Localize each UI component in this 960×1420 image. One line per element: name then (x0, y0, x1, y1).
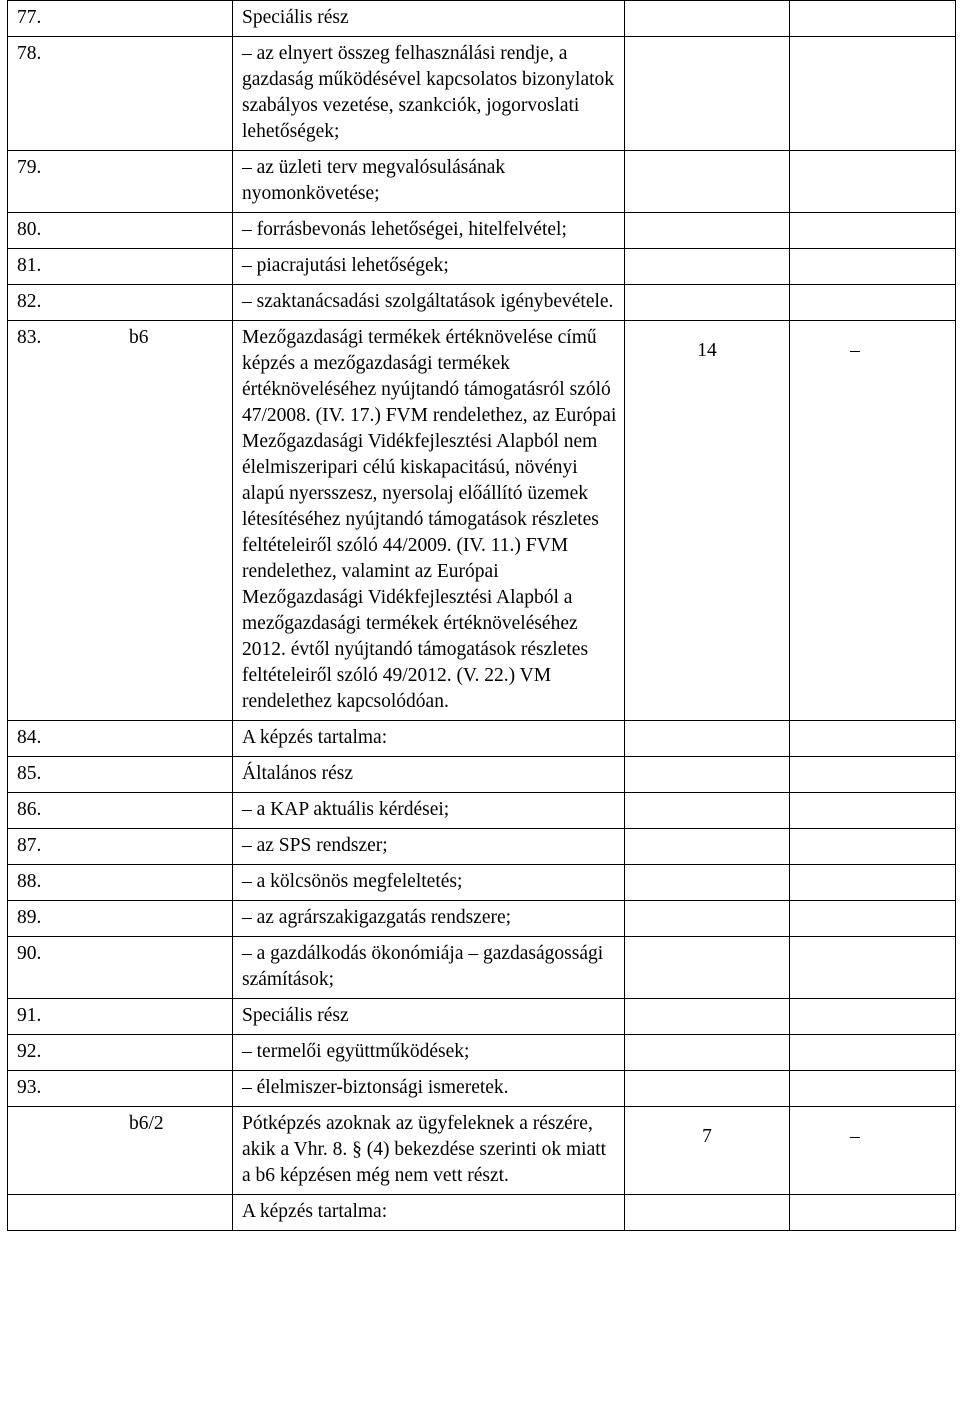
row-number-cell (8, 321, 233, 721)
hours-cell (625, 721, 790, 757)
row-number: 80. (17, 219, 42, 240)
hours-cell (625, 1035, 790, 1071)
extra-cell (790, 865, 956, 901)
row-number-cell (8, 829, 233, 865)
hours-cell (625, 793, 790, 829)
table-row (8, 1071, 956, 1107)
row-number: 86. (17, 799, 42, 820)
course-code: b6 (129, 327, 149, 348)
description-cell: – az agrárszakigazgatás rendszere; (233, 901, 625, 937)
extra-cell (790, 151, 956, 213)
table-row (8, 213, 956, 249)
description-cell: Speciális rész (233, 1, 625, 37)
row-number: 83. (17, 327, 42, 348)
table-row (8, 151, 956, 213)
description-cell: Mezőgazdasági termékek értéknövelése című képzés a mezőgazdasági termékek értéknöveléséhez nyújtandó támogatásról szóló 47/2008. (IV. 17.) FVM rendelethez, az Európai Mezőgazdasági Vidékfejlesztési Alapból nem élelmiszeripari célú kiskapacitású, növényi alapú nyersszesz, nyersolaj előállító üzemek létesítéséhez nyújtandó támogatások részletes feltételeiről szóló 44/2009. (IV. 11.) FVM rendelethez, valamint az Európai Mezőgazdasági Vidékfejlesztési Alapból a mezőgazdasági termékek értéknöveléséhez 2012. évtől nyújtandó támogatások részletes feltételeiről szóló 49/2012. (V. 22.) VM rendelethez kapcsolódóan. (233, 321, 625, 721)
table-row (8, 865, 956, 901)
row-number: 91. (17, 1005, 42, 1026)
row-number-cell (8, 1195, 233, 1231)
extra-cell (790, 249, 956, 285)
extra-cell (790, 1071, 956, 1107)
description-cell: – a KAP aktuális kérdései; (233, 793, 625, 829)
description-cell: Speciális rész (233, 999, 625, 1035)
extra-cell (790, 285, 956, 321)
row-number: 82. (17, 291, 42, 312)
row-number: 88. (17, 871, 42, 892)
table-row (8, 1035, 956, 1071)
description-cell: – forrásbevonás lehetőségei, hitelfelvétel; (233, 213, 625, 249)
table-row (8, 721, 956, 757)
row-number-cell (8, 1107, 233, 1195)
row-number-cell (8, 721, 233, 757)
description-cell: – a kölcsönös megfeleltetés; (233, 865, 625, 901)
description-cell: – az üzleti terv megvalósulásának nyomonkövetése; (233, 151, 625, 213)
hours-cell (625, 249, 790, 285)
row-number-cell (8, 285, 233, 321)
description-cell: – az elnyert összeg felhasználási rendje, a gazdaság működésével kapcsolatos bizonylatok szabályos vezetése, szankciók, jogorvoslati lehetőségek; (233, 37, 625, 151)
extra-cell (790, 1035, 956, 1071)
hours-cell (625, 937, 790, 999)
hours-cell (625, 213, 790, 249)
hours-cell (625, 999, 790, 1035)
description-cell: – a gazdálkodás ökonómiája – gazdaságossági számítások; (233, 937, 625, 999)
hours-cell: 7 (625, 1107, 790, 1195)
row-number: 89. (17, 907, 42, 928)
table-row (8, 1107, 956, 1195)
extra-cell (790, 901, 956, 937)
table-row (8, 321, 956, 721)
extra-cell (790, 1195, 956, 1231)
hours-cell (625, 865, 790, 901)
row-number: 79. (17, 157, 42, 178)
hours-cell: 14 (625, 321, 790, 721)
row-number-cell (8, 757, 233, 793)
hours-cell (625, 285, 790, 321)
row-number: 87. (17, 835, 42, 856)
hours-cell (625, 37, 790, 151)
row-number-cell (8, 865, 233, 901)
row-number: 85. (17, 763, 42, 784)
table-row (8, 937, 956, 999)
row-number-cell (8, 793, 233, 829)
table-row (8, 1195, 956, 1231)
extra-cell: – (790, 321, 956, 721)
row-number: 90. (17, 943, 42, 964)
description-cell: A képzés tartalma: (233, 721, 625, 757)
row-number-cell (8, 37, 233, 151)
extra-cell (790, 793, 956, 829)
extra-cell (790, 213, 956, 249)
row-number: 84. (17, 727, 42, 748)
document-table (7, 0, 956, 1231)
table-row (8, 1, 956, 37)
row-number-cell (8, 151, 233, 213)
row-number-cell (8, 999, 233, 1035)
extra-cell (790, 829, 956, 865)
table-row (8, 999, 956, 1035)
row-number-cell (8, 1071, 233, 1107)
hours-cell (625, 1195, 790, 1231)
hours-cell (625, 757, 790, 793)
extra-cell (790, 937, 956, 999)
description-cell: A képzés tartalma: (233, 1195, 625, 1231)
row-number: 78. (17, 43, 42, 64)
extra-cell (790, 757, 956, 793)
table-row (8, 901, 956, 937)
row-number-cell (8, 249, 233, 285)
extra-cell: – (790, 1107, 956, 1195)
hours-cell (625, 829, 790, 865)
row-number: 92. (17, 1041, 42, 1062)
row-number-cell (8, 1035, 233, 1071)
description-cell: – termelői együttműködések; (233, 1035, 625, 1071)
row-number-cell (8, 213, 233, 249)
hours-cell (625, 901, 790, 937)
description-cell: – az SPS rendszer; (233, 829, 625, 865)
description-cell: Pótképzés azoknak az ügyfeleknek a részére, akik a Vhr. 8. § (4) bekezdése szerinti ok miatt a b6 képzésen még nem vett részt. (233, 1107, 625, 1195)
table-row (8, 757, 956, 793)
row-number: 93. (17, 1077, 42, 1098)
table-row (8, 249, 956, 285)
description-cell: – élelmiszer-biztonsági ismeretek. (233, 1071, 625, 1107)
extra-cell (790, 721, 956, 757)
extra-cell (790, 999, 956, 1035)
row-number: 77. (17, 7, 42, 28)
table-row (8, 793, 956, 829)
row-number-cell (8, 1, 233, 37)
row-number: 81. (17, 255, 42, 276)
description-cell: Általános rész (233, 757, 625, 793)
hours-cell (625, 1, 790, 37)
hours-cell (625, 1071, 790, 1107)
table-row (8, 829, 956, 865)
table-row (8, 37, 956, 151)
row-number-cell (8, 901, 233, 937)
course-code: b6/2 (129, 1113, 164, 1134)
description-cell: – piacrajutási lehetőségek; (233, 249, 625, 285)
description-cell: – szaktanácsadási szolgáltatások igénybevétele. (233, 285, 625, 321)
table-row (8, 285, 956, 321)
extra-cell (790, 1, 956, 37)
extra-cell (790, 37, 956, 151)
hours-cell (625, 151, 790, 213)
row-number-cell (8, 937, 233, 999)
